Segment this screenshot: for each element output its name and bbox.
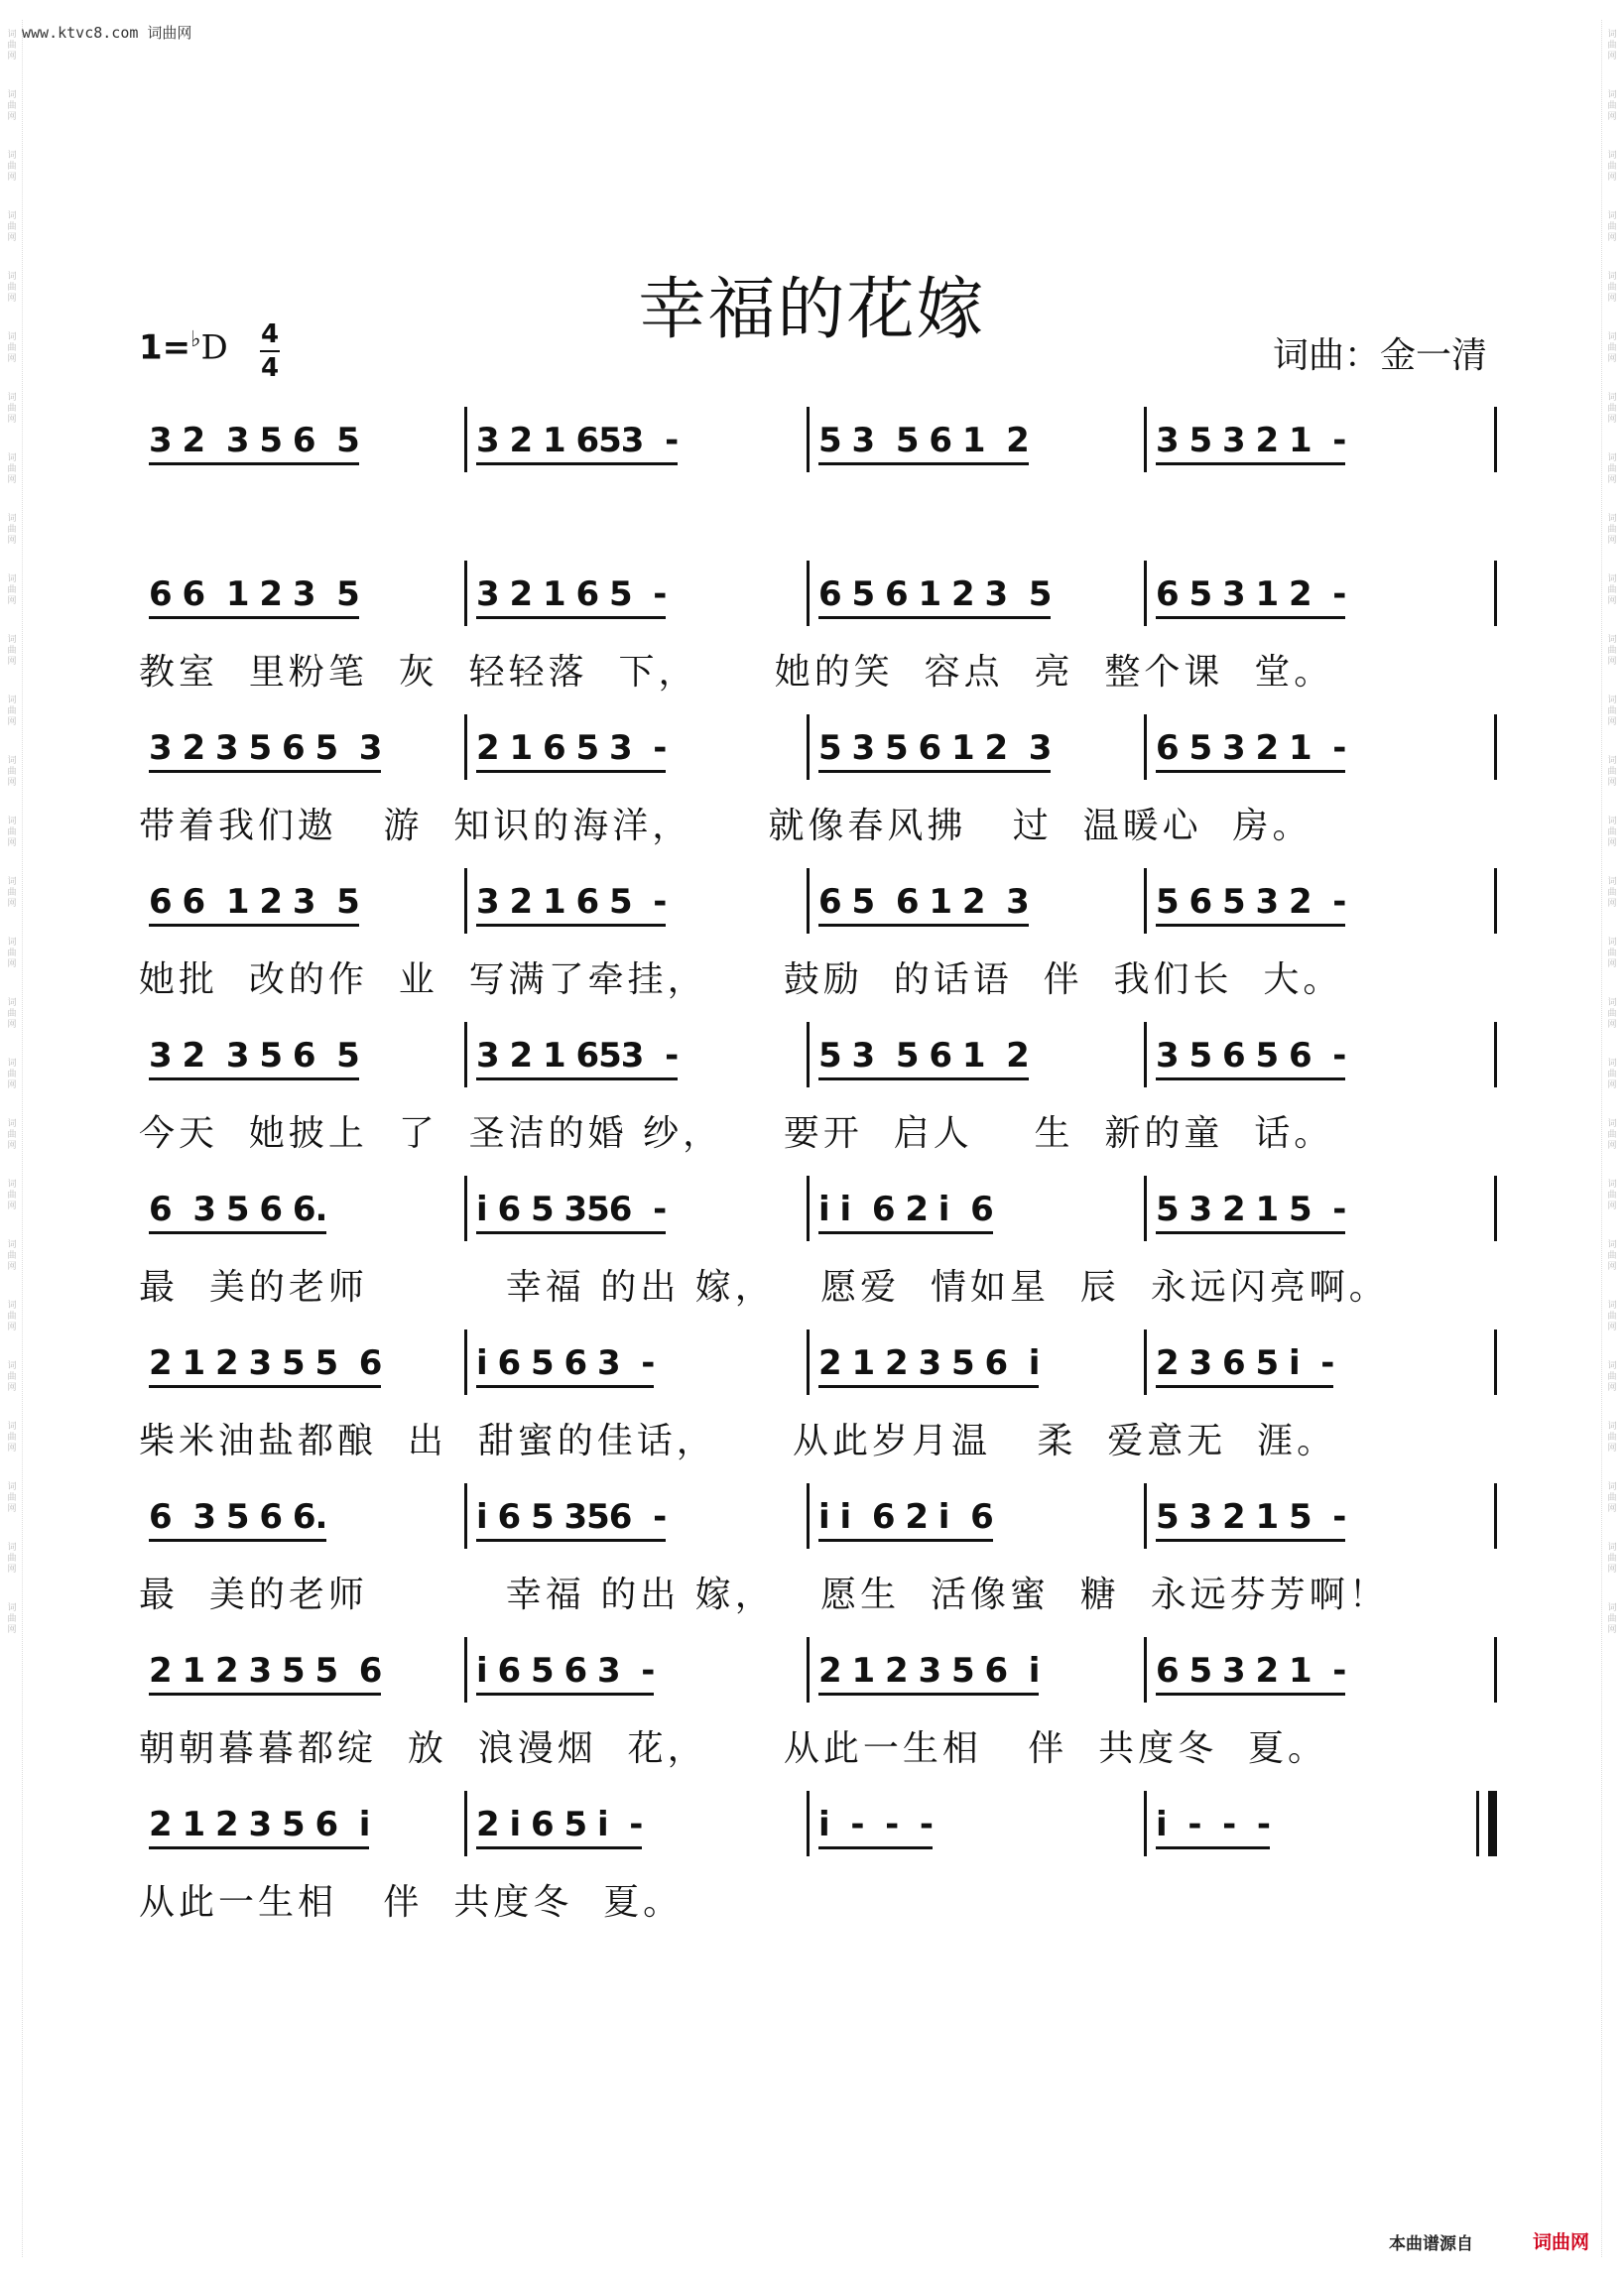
barline	[1144, 561, 1147, 626]
watermark-mark: 词曲网	[1607, 574, 1617, 606]
final-barline-thin	[1476, 1791, 1479, 1856]
measure	[139, 714, 466, 786]
watermark-mark: 词曲网	[1607, 30, 1617, 62]
song-title: 幸福的花嫁	[638, 270, 986, 349]
watermark-mark: 词曲网	[7, 817, 17, 848]
watermark-mark: 词曲网	[7, 756, 17, 788]
measure-notes: 2 1 2 3 5 6 i	[818, 1343, 1039, 1388]
notation-row	[139, 1637, 1498, 1708]
measure	[809, 1637, 1146, 1708]
lyric-line: 从此一生相 伴 共度冬 夏。	[139, 1882, 684, 1923]
barline	[1494, 561, 1497, 626]
watermark-mark: 词曲网	[7, 1543, 17, 1575]
measure	[139, 561, 466, 632]
score-system	[139, 1329, 1498, 1484]
barline	[807, 1791, 810, 1856]
barline	[464, 1176, 467, 1241]
measure-notes: i i 6 2 i 6	[818, 1497, 993, 1542]
measure	[1146, 1329, 1498, 1401]
score-system	[139, 1483, 1498, 1638]
watermark-mark: 词曲网	[1607, 393, 1617, 425]
measure-notes: i - - -	[1156, 1805, 1270, 1849]
measure-notes: 6 5 6 1 2 3	[818, 882, 1029, 927]
measure	[466, 714, 809, 786]
barline	[464, 1022, 467, 1087]
barline	[1494, 1483, 1497, 1549]
notation-row	[139, 1329, 1498, 1401]
watermark-mark: 词曲网	[1607, 514, 1617, 546]
watermark-mark: 词曲网	[7, 1603, 17, 1635]
score-system	[139, 1791, 1498, 1946]
measure	[466, 1483, 809, 1555]
measure	[466, 561, 809, 632]
watermark-mark: 词曲网	[1607, 1543, 1617, 1575]
measure-notes: 5 3 5 6 1 2 3	[818, 728, 1051, 773]
lyric-line: 带着我们遨 游 知识的海洋， 就像春风拂 过 温暖心 房。	[139, 806, 1312, 846]
measure-notes: 6 5 3 2 1 -	[1156, 728, 1345, 773]
watermark-mark: 词曲网	[7, 453, 17, 485]
measure-notes: 2 1 2 3 5 5 6	[149, 1343, 381, 1388]
watermark-mark: 词曲网	[1607, 938, 1617, 969]
lyric-line	[139, 490, 1498, 546]
watermark-mark: 词曲网	[7, 1422, 17, 1454]
measure-notes: i 6 5 356 -	[476, 1190, 666, 1234]
barline	[807, 1329, 810, 1395]
watermark-mark: 词曲网	[1607, 1301, 1617, 1332]
left-margin-line	[22, 20, 23, 2257]
measure	[466, 1329, 809, 1401]
barline	[807, 407, 810, 472]
measure-notes: 3 2 1 653 -	[476, 1036, 678, 1080]
measure	[1146, 1791, 1498, 1862]
watermark-mark: 词曲网	[7, 332, 17, 364]
measure-notes: 5 3 2 1 5 -	[1156, 1190, 1345, 1234]
time-signature	[260, 319, 280, 383]
barline	[1144, 1791, 1147, 1856]
watermark-mark: 词曲网	[7, 635, 17, 667]
watermark-mark: 词曲网	[1607, 1603, 1617, 1635]
measure	[466, 1791, 809, 1862]
watermark-mark: 词曲网	[7, 1482, 17, 1514]
score-system	[139, 1022, 1498, 1177]
watermark-mark: 词曲网	[7, 1301, 17, 1332]
barline	[807, 1483, 810, 1549]
notation-row	[139, 714, 1498, 786]
watermark-mark: 词曲网	[1607, 272, 1617, 304]
watermark-mark: 词曲网	[7, 151, 17, 183]
watermark-mark: 词曲网	[7, 1059, 17, 1090]
measure	[139, 1176, 466, 1247]
measure-notes: 3 2 3 5 6 5	[149, 421, 359, 465]
measure-notes: 3 2 1 6 5 -	[476, 882, 666, 927]
measure	[809, 714, 1146, 786]
measure	[139, 407, 466, 478]
barline	[1144, 1176, 1147, 1241]
measure-notes: i 6 5 6 3 -	[476, 1651, 654, 1696]
key-one: 1=	[139, 327, 191, 368]
barline	[1144, 714, 1147, 780]
measure-notes: 2 3 6 5 i -	[1156, 1343, 1333, 1388]
measure-notes: 2 1 2 3 5 6 i	[818, 1651, 1039, 1696]
watermark-mark: 词曲网	[1607, 998, 1617, 1030]
watermark-mark: 词曲网	[7, 998, 17, 1030]
barline	[1144, 1329, 1147, 1395]
key-flat: ♭	[190, 327, 201, 352]
barline	[1144, 407, 1147, 472]
lyric-line: 今天 她披上 了 圣洁的婚 纱， 要开 启人 生 新的童 话。	[139, 1113, 1334, 1154]
barline	[464, 1637, 467, 1703]
measure-notes: i 6 5 6 3 -	[476, 1343, 654, 1388]
score-system	[139, 561, 1498, 715]
watermark-mark: 词曲网	[1607, 1422, 1617, 1454]
watermark-mark: 词曲网	[1607, 817, 1617, 848]
final-barline	[1488, 1791, 1497, 1856]
barline	[464, 561, 467, 626]
watermark-mark: 词曲网	[1607, 1240, 1617, 1272]
measure	[809, 1329, 1146, 1401]
lyric-line: 柴米油盐都酿 出 甜蜜的佳话， 从此岁月温 柔 爱意无 涯。	[139, 1421, 1337, 1461]
lyric-line: 最 美的老师 幸福 的出 嫁， 愿生 活像蜜 糖 永远芬芳啊！	[139, 1575, 1389, 1615]
barline	[807, 868, 810, 934]
measure	[809, 407, 1146, 478]
measure	[1146, 1022, 1498, 1093]
barline	[1494, 714, 1497, 780]
measure-notes: 6 3 5 6 6.	[149, 1190, 326, 1234]
time-top: 4	[260, 319, 280, 349]
watermark-mark: 词曲网	[7, 1361, 17, 1393]
barline	[1144, 1637, 1147, 1703]
watermark-mark: 词曲网	[1607, 696, 1617, 727]
measure-notes: 3 2 3 5 6 5	[149, 1036, 359, 1080]
barline	[1494, 1022, 1497, 1087]
measure	[466, 1176, 809, 1247]
measure	[1146, 714, 1498, 786]
measure-notes: 2 1 2 3 5 5 6	[149, 1651, 381, 1696]
watermark-mark: 词曲网	[7, 574, 17, 606]
barline	[807, 1022, 810, 1087]
measure	[809, 1791, 1146, 1862]
barline	[1144, 1483, 1147, 1549]
watermark-mark: 词曲网	[7, 514, 17, 546]
measure-notes: 6 3 5 6 6.	[149, 1497, 326, 1542]
measure	[809, 1176, 1146, 1247]
watermark-mark: 词曲网	[7, 211, 17, 243]
right-watermark-strip	[1604, 30, 1620, 2247]
notation-row	[139, 1022, 1498, 1093]
watermark-mark: 词曲网	[7, 696, 17, 727]
watermark-mark: 词曲网	[1607, 151, 1617, 183]
measure	[1146, 1483, 1498, 1555]
barline	[807, 1176, 810, 1241]
measure-notes: 5 3 2 1 5 -	[1156, 1497, 1345, 1542]
measure-notes: 2 1 2 3 5 6 i	[149, 1805, 369, 1849]
measure	[139, 1022, 466, 1093]
measure	[466, 1022, 809, 1093]
score-system	[139, 1637, 1498, 1792]
notation-row	[139, 407, 1498, 478]
barline	[807, 714, 810, 780]
measure	[809, 1483, 1146, 1555]
measure	[1146, 1176, 1498, 1247]
watermark-mark: 词曲网	[1607, 1180, 1617, 1211]
measure-notes: 3 2 1 6 5 -	[476, 574, 666, 619]
notation-row	[139, 1483, 1498, 1555]
right-margin-line	[1601, 20, 1602, 2257]
measure	[139, 1483, 466, 1555]
measure-notes: i i 6 2 i 6	[818, 1190, 993, 1234]
watermark-mark: 词曲网	[1607, 211, 1617, 243]
measure-notes: 3 5 3 2 1 -	[1156, 421, 1345, 465]
composer-credit: 词曲：金一清	[1272, 335, 1487, 376]
key-note: D	[200, 327, 228, 368]
measure	[466, 407, 809, 478]
measure-notes: 2 1 6 5 3 -	[476, 728, 666, 773]
key-signature	[139, 327, 228, 367]
barline	[464, 407, 467, 472]
measure-notes: 6 6 1 2 3 5	[149, 882, 359, 927]
watermark-mark: 词曲网	[1607, 635, 1617, 667]
measure	[809, 868, 1146, 940]
measure	[139, 1637, 466, 1708]
barline	[1494, 1637, 1497, 1703]
watermark-mark: 词曲网	[7, 1180, 17, 1211]
barline	[1494, 1329, 1497, 1395]
barline	[1144, 1022, 1147, 1087]
measure-notes: 6 5 3 2 1 -	[1156, 1651, 1345, 1696]
lyric-line: 她批 改的作 业 写满了牵挂， 鼓励 的话语 伴 我们长 大。	[139, 959, 1343, 1000]
barline	[1144, 868, 1147, 934]
score-system	[139, 868, 1498, 1023]
barline	[464, 1791, 467, 1856]
score-system	[139, 407, 1498, 562]
watermark-mark: 词曲网	[1607, 1361, 1617, 1393]
watermark-mark: 词曲网	[1607, 1059, 1617, 1090]
barline	[1494, 1176, 1497, 1241]
site-url[interactable]: www.ktvc8.com 词曲网	[22, 24, 192, 42]
watermark-mark: 词曲网	[1607, 1119, 1617, 1151]
measure	[139, 868, 466, 940]
measure	[466, 1637, 809, 1708]
notation-row	[139, 561, 1498, 632]
measure	[1146, 868, 1498, 940]
watermark-mark: 词曲网	[7, 877, 17, 909]
watermark-mark: 词曲网	[7, 90, 17, 122]
measure	[139, 1329, 466, 1401]
barline	[807, 1637, 810, 1703]
watermark-mark: 词曲网	[1607, 332, 1617, 364]
measure-notes: 3 2 1 653 -	[476, 421, 678, 465]
left-watermark-strip	[4, 30, 20, 2247]
measure-notes: 5 6 5 3 2 -	[1156, 882, 1345, 927]
score-system	[139, 1176, 1498, 1330]
lyric-line: 最 美的老师 幸福 的出 嫁， 愿爱 情如星 辰 永远闪亮啊。	[139, 1267, 1389, 1308]
source-label: 本曲谱源自	[1389, 2234, 1473, 2254]
measure-notes: 6 5 6 1 2 3 5	[818, 574, 1051, 619]
measure-notes: 2 i 6 5 i -	[476, 1805, 642, 1849]
measure-notes: i 6 5 356 -	[476, 1497, 666, 1542]
measure-notes: 3 2 3 5 6 5 3	[149, 728, 381, 773]
time-bottom: 4	[260, 353, 280, 383]
barline	[464, 868, 467, 934]
measure	[139, 1791, 466, 1862]
watermark-mark: 词曲网	[1607, 1482, 1617, 1514]
lyric-line: 朝朝暮暮都绽 放 浪漫烟 花， 从此一生相 伴 共度冬 夏。	[139, 1728, 1327, 1769]
notation-row	[139, 1791, 1498, 1862]
watermark-mark: 词曲网	[7, 393, 17, 425]
notation-row	[139, 868, 1498, 940]
watermark-mark: 词曲网	[1607, 877, 1617, 909]
watermark-mark: 词曲网	[7, 1240, 17, 1272]
barline	[464, 1329, 467, 1395]
notation-row	[139, 1176, 1498, 1247]
measure-notes: 5 3 5 6 1 2	[818, 1036, 1029, 1080]
measure	[1146, 561, 1498, 632]
barline	[1494, 868, 1497, 934]
measure-notes: 6 5 3 1 2 -	[1156, 574, 1345, 619]
measure-notes: 3 5 6 5 6 -	[1156, 1036, 1345, 1080]
barline	[464, 714, 467, 780]
measure-notes: 6 6 1 2 3 5	[149, 574, 359, 619]
barline	[1494, 407, 1497, 472]
measure-notes: i - - -	[818, 1805, 933, 1849]
measure	[1146, 1637, 1498, 1708]
watermark-mark: 词曲网	[7, 1119, 17, 1151]
measure	[466, 868, 809, 940]
measure	[809, 1022, 1146, 1093]
watermark-mark: 词曲网	[7, 272, 17, 304]
barline	[807, 561, 810, 626]
watermark-mark: 词曲网	[1607, 90, 1617, 122]
measure-notes: 5 3 5 6 1 2	[818, 421, 1029, 465]
source-brand[interactable]: 词曲网	[1533, 2231, 1590, 2253]
watermark-mark: 词曲网	[1607, 453, 1617, 485]
measure	[809, 561, 1146, 632]
watermark-mark: 词曲网	[7, 30, 17, 62]
watermark-mark: 词曲网	[1607, 756, 1617, 788]
measure	[1146, 407, 1498, 478]
lyric-line: 教室 里粉笔 灰 轻轻落 下， 她的笑 容点 亮 整个课 堂。	[139, 652, 1334, 693]
barline	[464, 1483, 467, 1549]
score-system	[139, 714, 1498, 869]
watermark-mark: 词曲网	[7, 938, 17, 969]
